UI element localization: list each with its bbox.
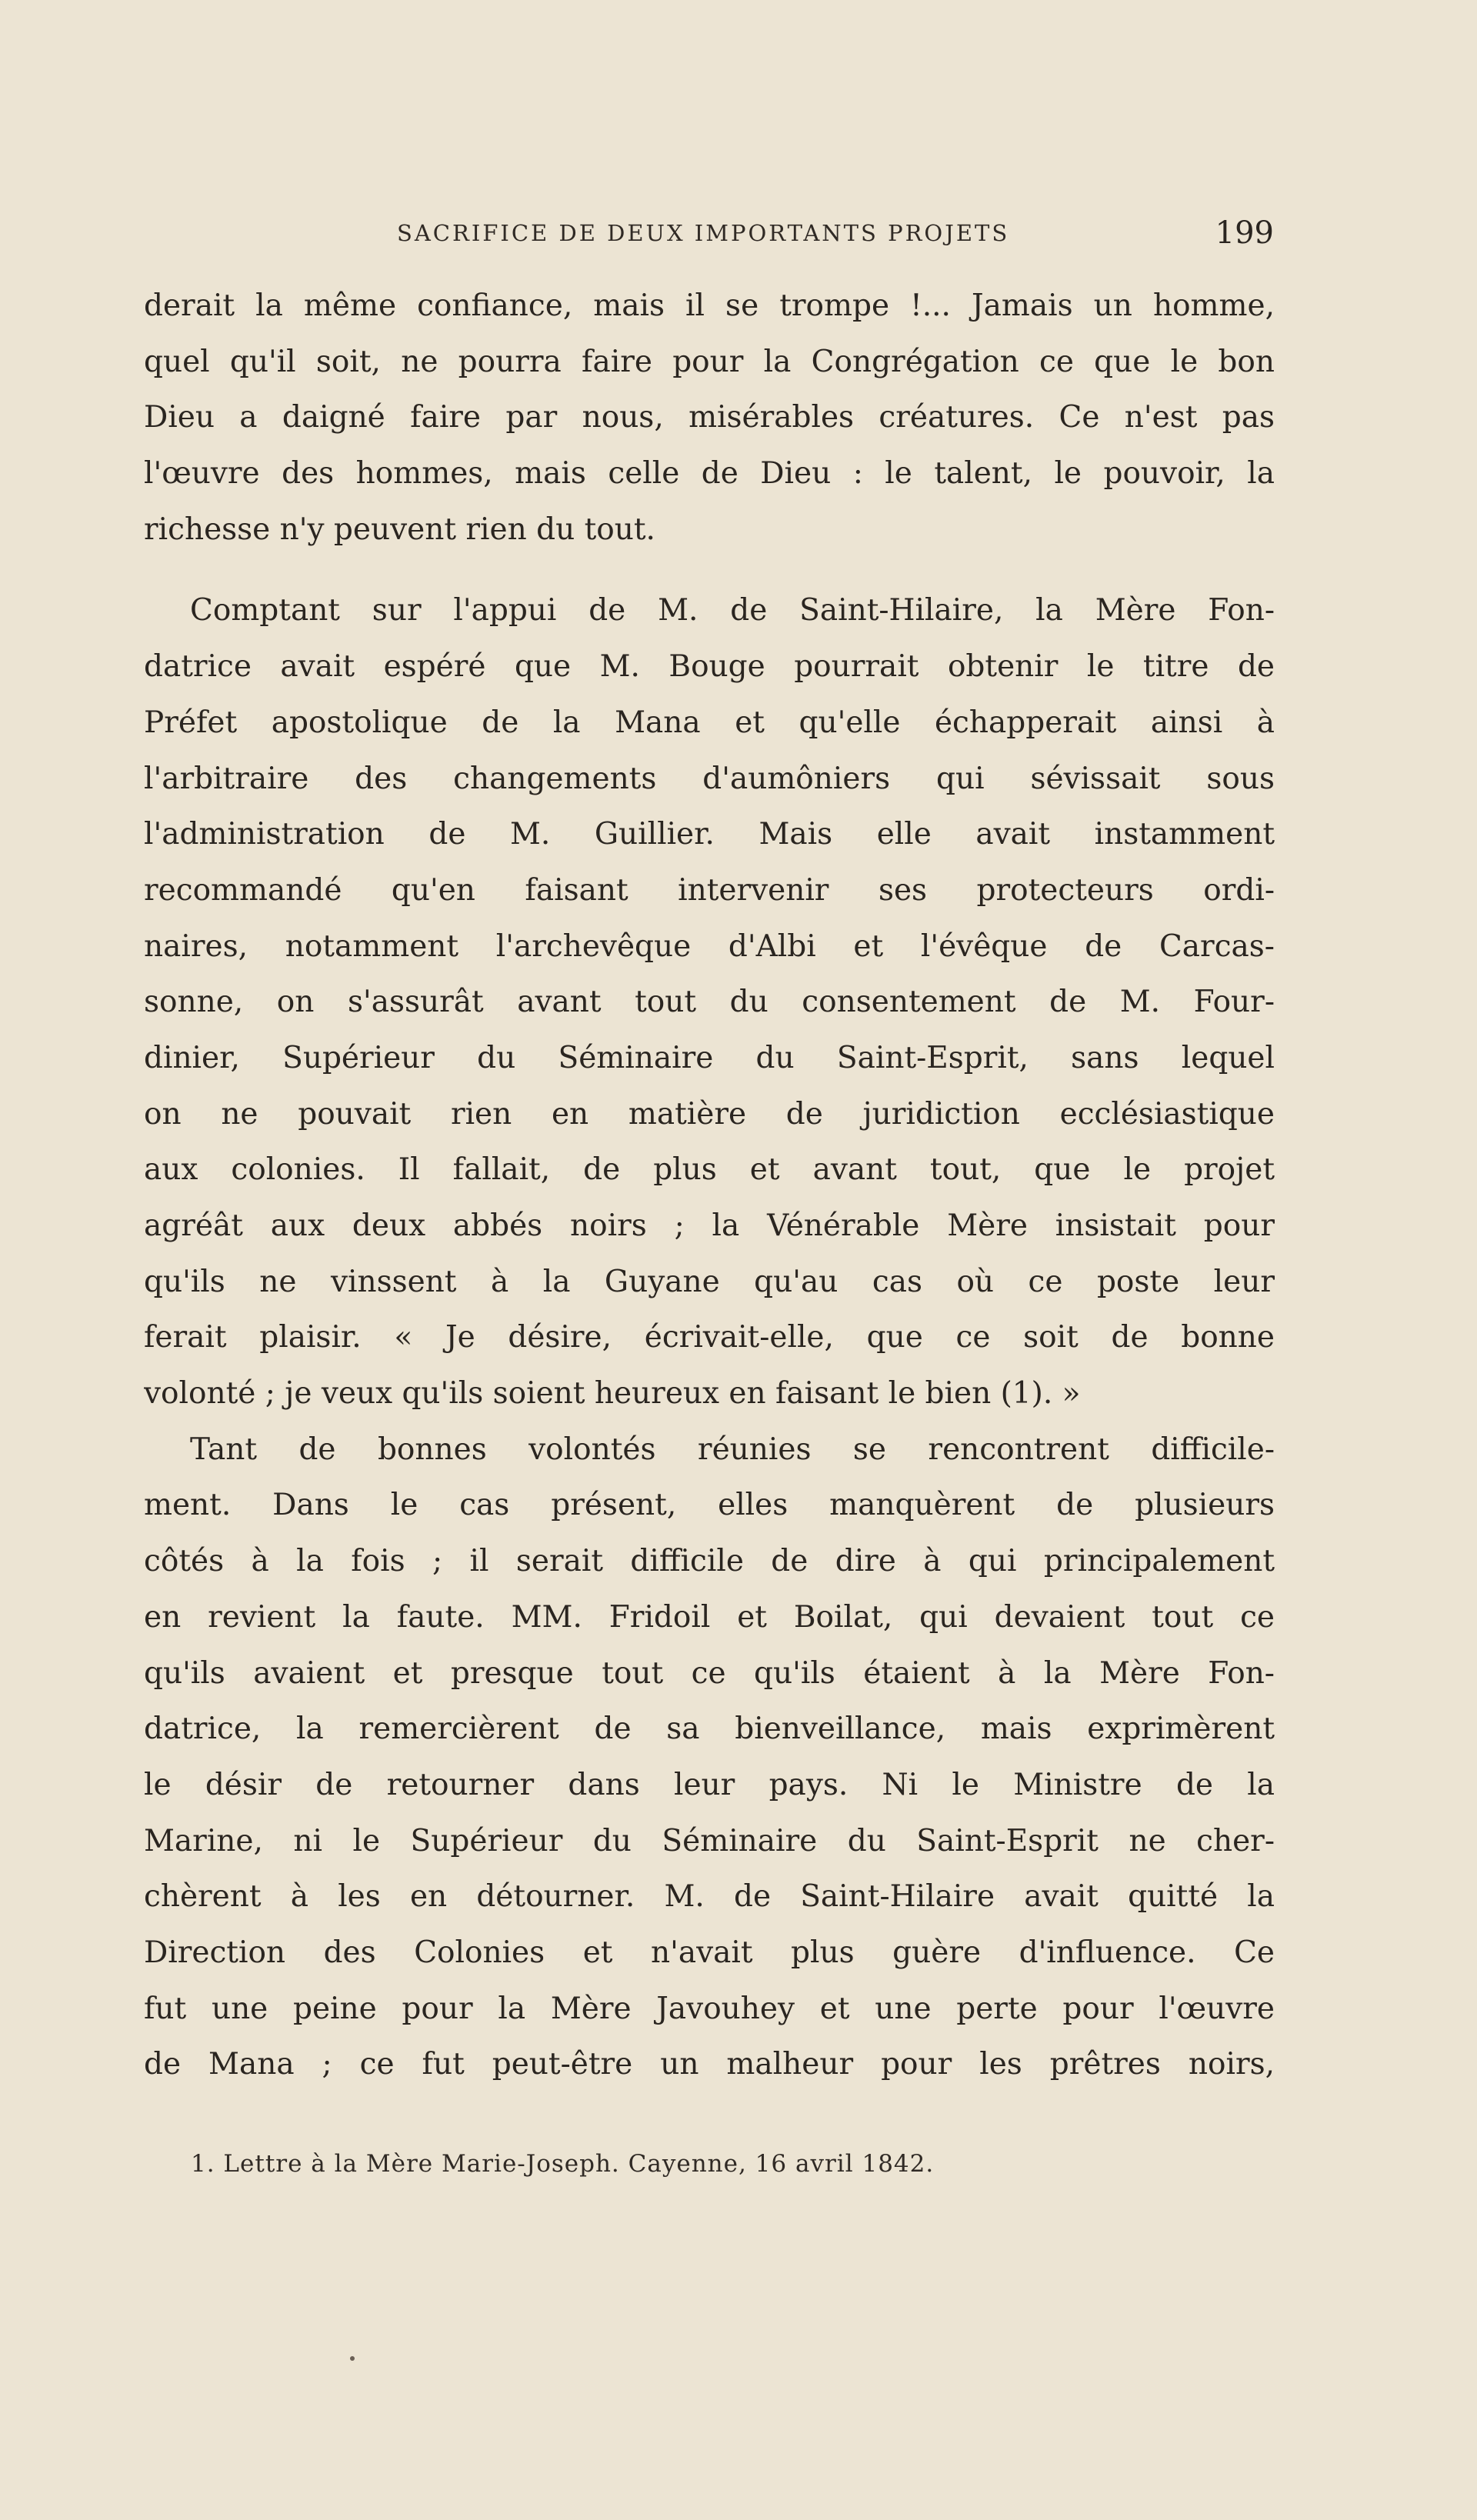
text-line: Comptant sur l'appui de M. de Saint-Hilaire, la Mère Fon-: [190, 593, 1275, 628]
paragraph-gap: [144, 558, 1275, 583]
text-line: dinier, Supérieur du Séminaire du Saint-Esprit, sans lequel: [144, 1040, 1275, 1075]
running-head-title: SACRIFICE DE DEUX IMPORTANTS PROJETS: [397, 220, 1010, 246]
body-text: [144, 278, 1275, 2093]
paragraph: [144, 583, 1275, 1422]
text-line: datrice avait espéré que M. Bouge pourrait obtenir le titre de: [144, 649, 1275, 685]
text-line: richesse n'y peuvent rien du tout.: [144, 512, 655, 547]
text-line: Marine, ni le Supérieur du Séminaire du Saint-Esprit ne cher-: [144, 1823, 1275, 1858]
text-line: agréât aux deux abbés noirs ; la Vénérable Mère insistait pour: [144, 1208, 1275, 1243]
text-line: Direction des Colonies et n'avait plus guère d'influence. Ce: [144, 1935, 1275, 1970]
text-line: Dieu a daigné faire par nous, misérables créatures. Ce n'est pas: [144, 400, 1275, 435]
text-line: côtés à la fois ; il serait difficile de dire à qui principalement: [144, 1544, 1275, 1579]
text-line: l'administration de M. Guillier. Mais elle avait instamment: [144, 817, 1275, 852]
text-line: le désir de retourner dans leur pays. Ni le Ministre de la: [144, 1767, 1275, 1802]
text-line: quel qu'il soit, ne pourra faire pour la Congrégation ce que le bon: [144, 344, 1275, 379]
text-line: naires, notamment l'archevêque d'Albi et l'évêque de Carcas-: [144, 928, 1275, 964]
text-line: de Mana ; ce fut peut-être un malheur pour les prêtres noirs,: [144, 2047, 1275, 2082]
text-line: datrice, la remercièrent de sa bienveillance, mais exprimèrent: [144, 1712, 1275, 1747]
footnote: 1. Lettre à la Mère Marie-Joseph. Cayenne, 16 avril 1842.: [191, 2150, 935, 2178]
text-line: derait la même confiance, mais il se trompe !... Jamais un homme,: [144, 288, 1275, 323]
text-line: recommandé qu'en faisant intervenir ses protecteurs ordi-: [144, 872, 1275, 908]
text-line: qu'ils avaient et presque tout ce qu'ils étaient à la Mère Fon-: [144, 1655, 1275, 1691]
paragraph: [144, 278, 1275, 558]
text-line: sonne, on s'assurât avant tout du consentement de M. Four-: [144, 985, 1275, 1020]
text-line: volonté ; je veux qu'ils soient heureux en faisant le bien (1). »: [144, 1376, 1081, 1412]
text-line: aux colonies. Il fallait, de plus et avant tout, que le projet: [144, 1152, 1275, 1188]
paper-speck: [350, 2356, 355, 2361]
text-line: ment. Dans le cas présent, elles manquèrent de plusieurs: [144, 1488, 1275, 1523]
text-line: Préfet apostolique de la Mana et qu'elle échapperait ainsi à: [144, 705, 1275, 740]
text-line: ferait plaisir. « Je désire, écrivait-elle, que ce soit de bonne: [144, 1320, 1275, 1355]
text-line: l'œuvre des hommes, mais celle de Dieu : le talent, le pouvoir, la: [144, 456, 1275, 492]
text-line: en revient la faute. MM. Fridoil et Boilat, qui devaient tout ce: [144, 1599, 1275, 1635]
page-number: 199: [1215, 215, 1274, 251]
running-head: [397, 215, 1274, 254]
text-line: chèrent à les en détourner. M. de Saint-Hilaire avait quitté la: [144, 1879, 1275, 1915]
text-line: fut une peine pour la Mère Javouhey et une perte pour l'œuvre: [144, 1991, 1275, 2026]
text-line: Tant de bonnes volontés réunies se rencontrent difficile-: [190, 1432, 1275, 1467]
text-line: l'arbitraire des changements d'aumôniers qui sévissait sous: [144, 761, 1275, 796]
text-line: qu'ils ne vinssent à la Guyane qu'au cas où ce poste leur: [144, 1264, 1275, 1299]
paragraph: [144, 1422, 1275, 2093]
text-line: on ne pouvait rien en matière de juridiction ecclésiastique: [144, 1096, 1275, 1132]
